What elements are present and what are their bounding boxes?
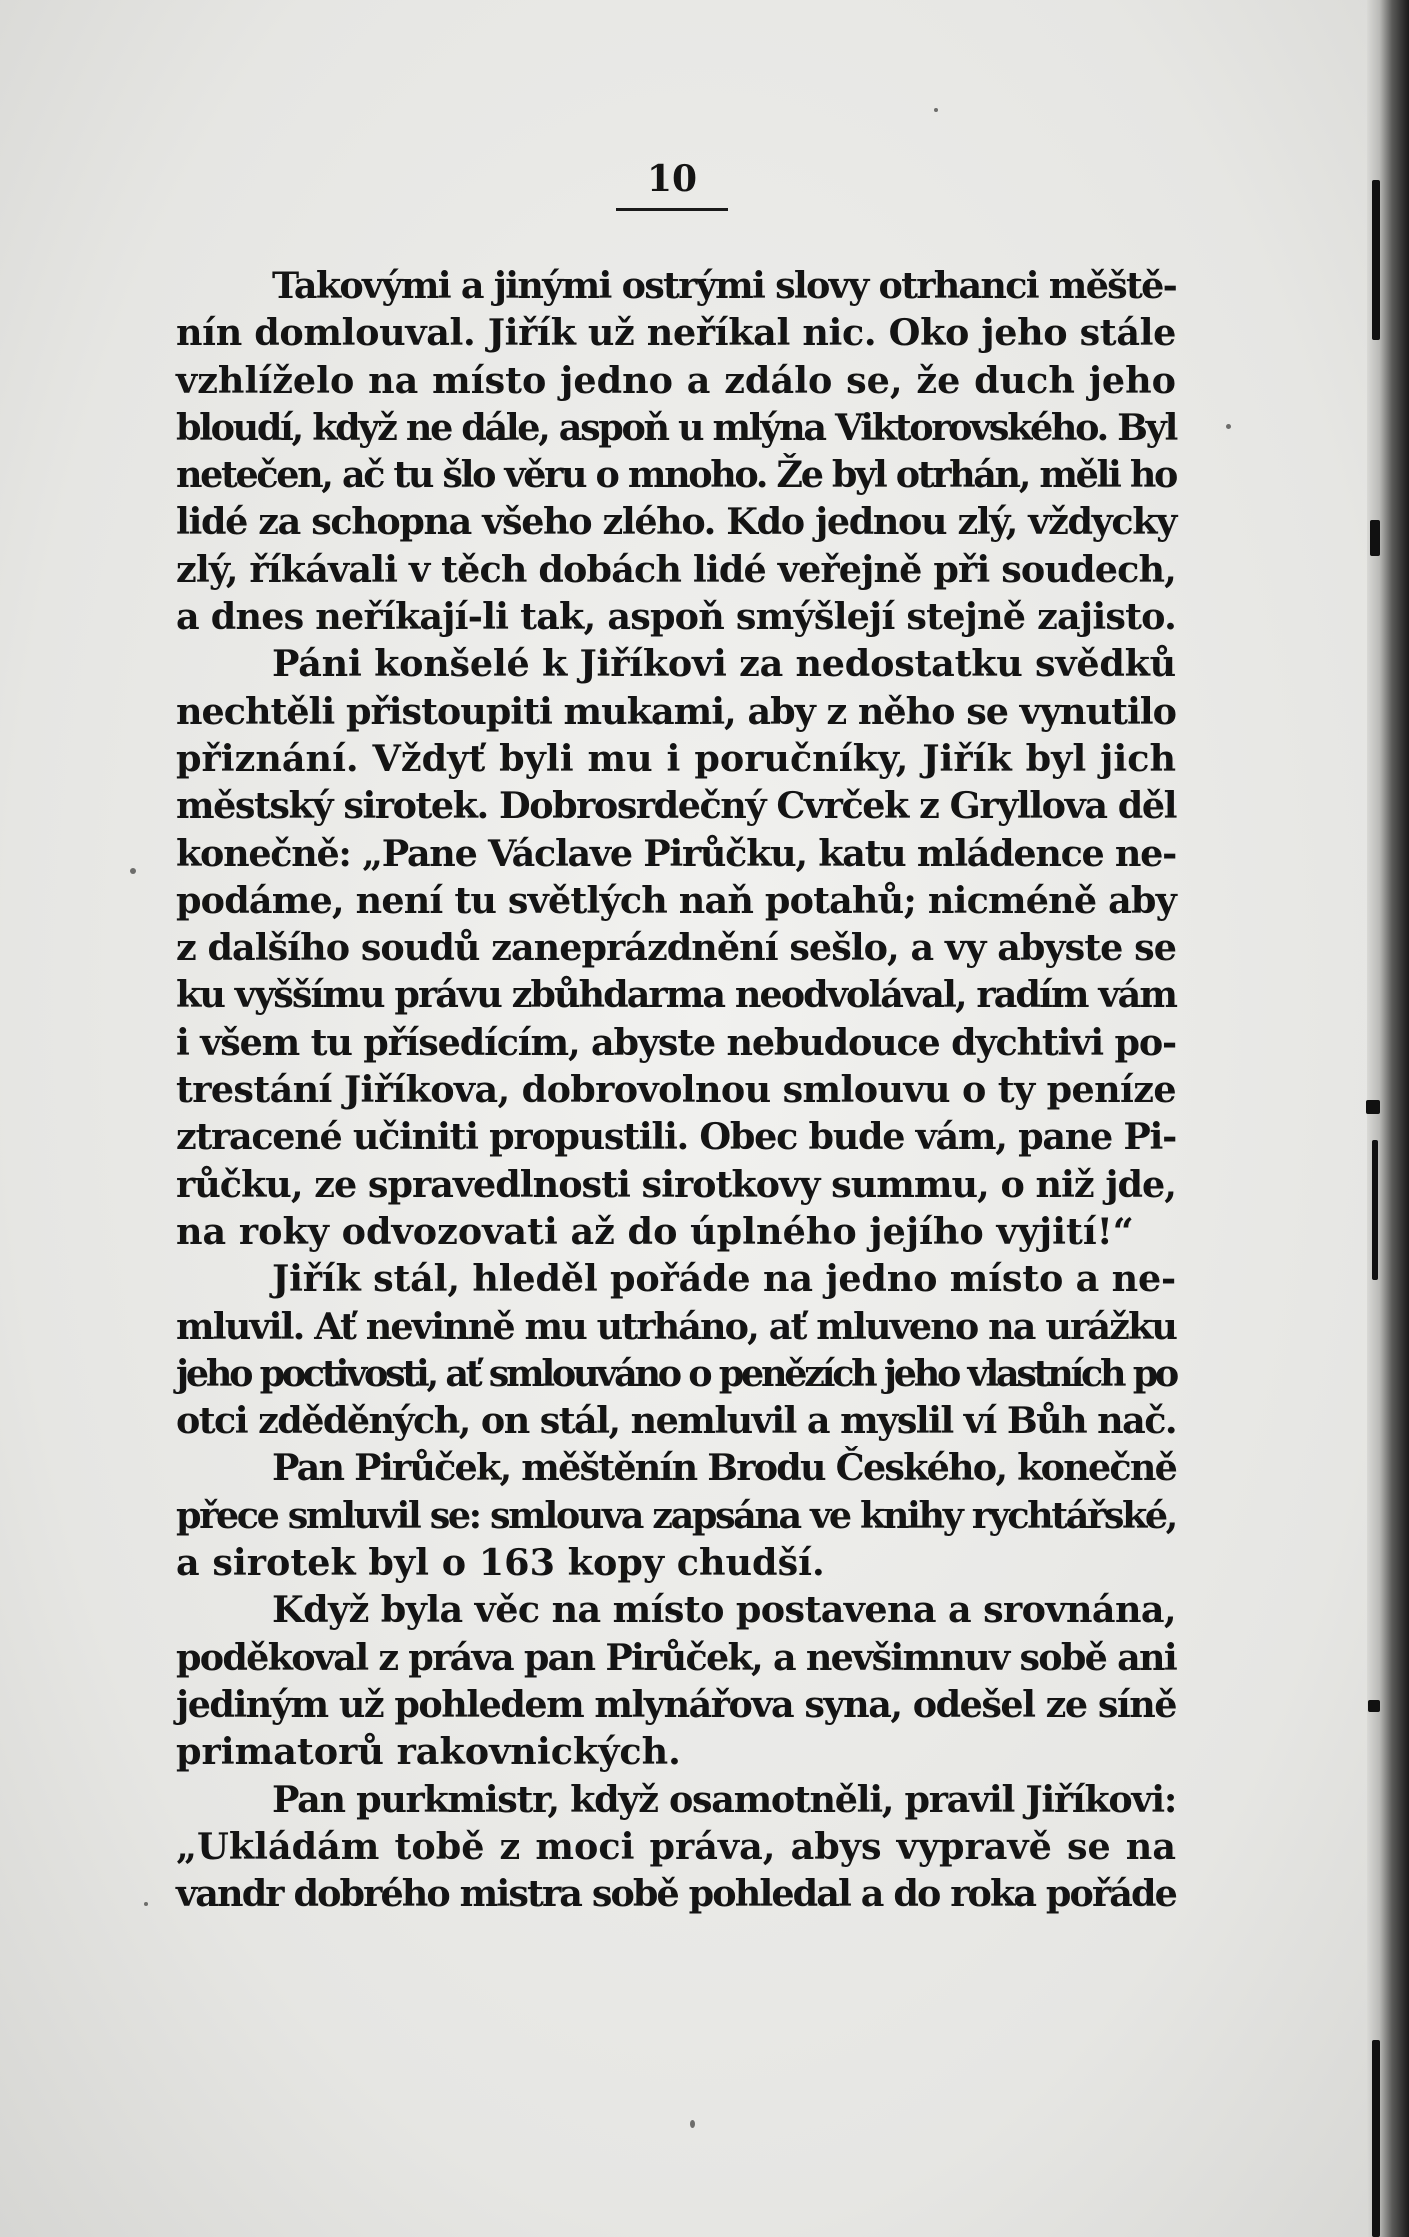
paper-speck <box>934 108 938 112</box>
page-number: 10 <box>646 158 698 200</box>
paper-speck <box>1226 424 1231 429</box>
text-line: „Ukládám tobě z moci práva, abys vypravě se na <box>176 1824 1176 1868</box>
text-line: ku vyššímu právu zbůhdarma neodvolával, radím vám <box>176 973 1177 1017</box>
text-line: podáme, není tu světlých naň potahů; nicméně aby <box>176 878 1176 922</box>
text-line: růčku, ze spravedlnosti sirotkovy summu, o niž jde, <box>176 1162 1176 1206</box>
text-line: a dnes neříkají-li tak, aspoň smýšlejí stejně zajisto. <box>176 595 1176 639</box>
text-line: lidé za schopna všeho zlého. Kdo jednou zlý, vždycky <box>176 500 1176 544</box>
text-line: trestání Jiříkova, dobrovolnou smlouvu o ty peníze <box>176 1068 1176 1112</box>
text-line: vandr dobrého mistra sobě pohledal a do roka pořáde <box>176 1872 1176 1916</box>
text-line: Když byla věc na místo postavena a srovnána, <box>272 1588 1176 1632</box>
text-line: z dalšího soudů zaneprázdnění sešlo, a vy abyste se <box>176 926 1176 970</box>
text-line: primatorů rakovnických. <box>176 1730 681 1774</box>
text-line: Pan Pirůček, měštěnín Brodu Českého, konečně <box>272 1446 1176 1490</box>
binding-mark <box>1372 180 1380 340</box>
page-number-rule <box>616 208 728 211</box>
paper-speck <box>144 1902 148 1906</box>
text-line: Takovými a jinými ostrými slovy otrhanci měště- <box>272 264 1176 307</box>
text-line: nechtěli přistoupiti mukami, aby z něho se vynutilo <box>176 689 1176 733</box>
paper-speck <box>690 2120 695 2128</box>
binding-mark <box>1366 1100 1380 1114</box>
text-line: zlý, říkávali v těch dobách lidé veřejně při soudech, <box>176 547 1176 591</box>
body-text <box>176 262 1176 1917</box>
paper-speck <box>130 868 136 874</box>
text-line: a sirotek byl o 163 kopy chudší. <box>176 1541 825 1585</box>
text-line: konečně: „Pane Václave Pirůčku, katu mládence ne- <box>176 831 1176 875</box>
text-line: Jiřík stál, hleděl pořáde na jedno místo a ne- <box>272 1257 1176 1301</box>
text-line: ztracené učiniti propustili. Obec bude vám, pane Pi- <box>176 1115 1176 1159</box>
text-line: přece smluvil se: smlouva zapsána ve knihy rychtářské, <box>176 1493 1176 1537</box>
binding-mark <box>1370 520 1380 556</box>
text-line: na roky odvozovati až do úplného jejího vyjití!“ <box>176 1209 1134 1253</box>
binding-mark <box>1368 1700 1380 1712</box>
binding-mark <box>1372 2040 1380 2237</box>
text-line: bloudí, když ne dále, aspoň u mlýna Viktorovského. Byl <box>176 405 1176 449</box>
text-line: vzhlíželo na místo jedno a zdálo se, že duch jeho <box>176 358 1176 402</box>
text-line: Páni konšelé k Jiříkovi za nedostatku svědků <box>272 642 1176 686</box>
text-line: přiznání. Vždyť byli mu i poručníky, Jiřík byl jich <box>176 736 1176 780</box>
text-line: mluvil. Ať nevinně mu utrháno, ať mluveno na urážku <box>176 1304 1176 1348</box>
text-line: otci zděděných, on stál, nemluvil a myslil ví Bůh nač. <box>176 1399 1176 1443</box>
text-line: nín domlouval. Jiřík už neříkal nic. Oko jeho stále <box>176 311 1176 355</box>
text-line: i všem tu přísedícím, abyste nebudouce dychtivi po- <box>176 1020 1176 1064</box>
text-line: Pan purkmistr, když osamotněli, pravil Jiříkovi: <box>272 1777 1176 1821</box>
text-line: městský sirotek. Dobrosrdečný Cvrček z Gryllova děl <box>176 784 1176 828</box>
text-line: jediným už pohledem mlynářova syna, odešel ze síně <box>176 1682 1176 1726</box>
text-line: netečen, ač tu šlo věru o mnoho. Že byl otrhán, měli ho <box>176 453 1176 497</box>
text-line: poděkoval z práva pan Pirůček, a nevšimnuv sobě ani <box>176 1635 1176 1679</box>
binding-mark <box>1372 1140 1378 1280</box>
text-line: jeho poctivosti, ať smlouváno o penězích jeho vlastních po <box>176 1351 1176 1395</box>
